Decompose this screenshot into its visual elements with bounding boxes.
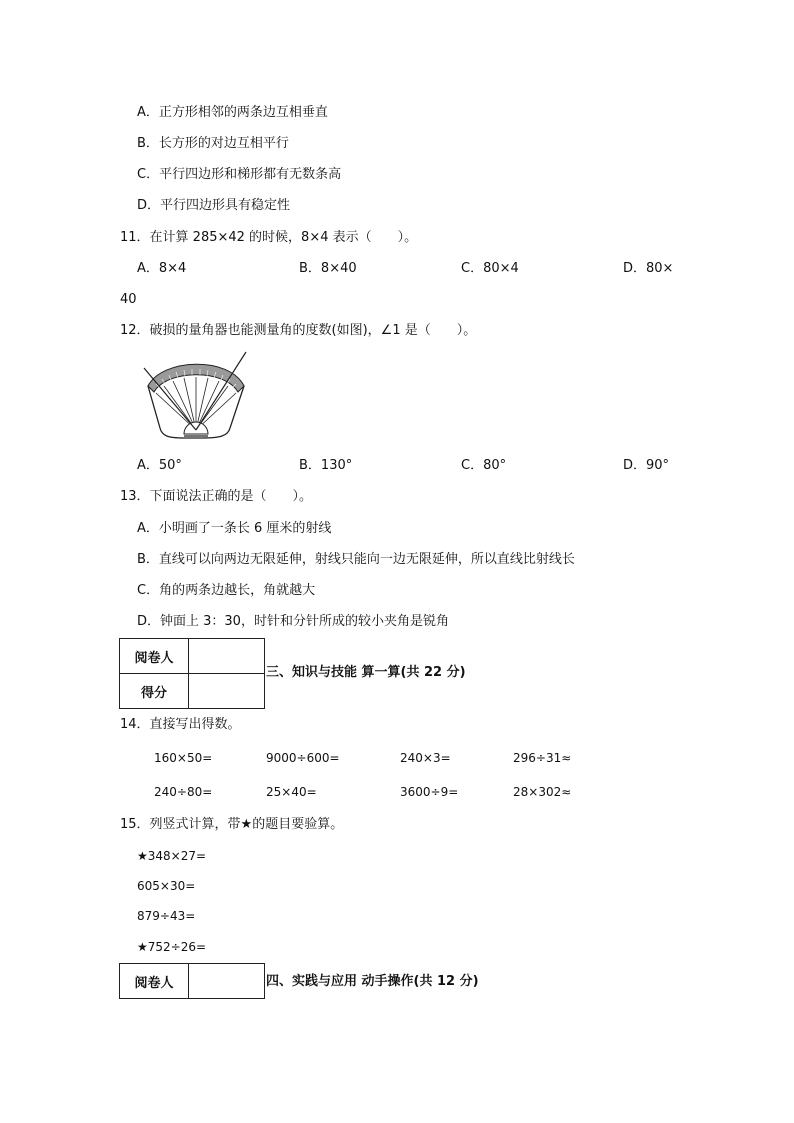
- broken-protractor-figure: [142, 348, 250, 444]
- reviewer-blank: [189, 964, 265, 999]
- q11-option-b: B．8×40: [299, 261, 357, 276]
- q12-option-a: A．50°: [137, 458, 182, 473]
- q12-stem: 12．破损的量角器也能测量角的度数(如图)，∠1 是（ ）。: [120, 323, 477, 338]
- reviewer-label: 阅卷人: [120, 964, 189, 999]
- q12-option-c: C．80°: [461, 458, 507, 473]
- score-box-section3: [119, 638, 265, 709]
- q11-option-a: A．8×4: [137, 261, 187, 276]
- q15-item: ★752÷26=: [137, 940, 207, 954]
- reviewer-label: 阅卷人: [120, 639, 189, 674]
- q15-stem: 15．列竖式计算，带★的题目要验算。: [120, 817, 344, 832]
- q14-item: 3600÷9=: [400, 785, 459, 799]
- score-box-section4: [119, 963, 265, 999]
- q11-stem: 11．在计算 285×42 的时候，8×4 表示（ ）。: [120, 230, 418, 245]
- q14-stem: 14．直接写出得数。: [120, 717, 241, 732]
- section3-heading: 三、知识与技能 算一算(共 22 分): [266, 665, 466, 680]
- q13-option-c: C．角的两条边越长，角就越大: [137, 583, 316, 598]
- q13-option-d: D．钟面上 3：30，时针和分针所成的较小夹角是锐角: [137, 614, 449, 629]
- q11-option-d: D．80×: [623, 261, 674, 276]
- q15-item: 879÷43=: [137, 909, 196, 923]
- q14-item: 240×3=: [400, 751, 451, 765]
- q10-option-c: C．平行四边形和梯形都有无数条高: [137, 167, 342, 182]
- q14-item: 9000÷600=: [266, 751, 340, 765]
- q10-option-a: A．正方形相邻的两条边互相垂直: [137, 105, 328, 120]
- q12-option-d: D．90°: [623, 458, 670, 473]
- q11-option-c: C．80×4: [461, 261, 519, 276]
- q13-option-b: B．直线可以向两边无限延伸，射线只能向一边无限延伸，所以直线比射线长: [137, 552, 575, 567]
- q13-stem: 13．下面说法正确的是（ ）。: [120, 489, 313, 504]
- q11-option-d-wrap: 40: [120, 292, 137, 307]
- q10-option-b: B．长方形的对边互相平行: [137, 136, 289, 151]
- q13-option-a: A．小明画了一条长 6 厘米的射线: [137, 521, 332, 536]
- q15-item: 605×30=: [137, 879, 196, 893]
- score-label: 得分: [120, 674, 189, 709]
- q14-item: 240÷80=: [154, 785, 213, 799]
- q14-item: 296÷31≈: [513, 751, 572, 765]
- q14-item: 160×50=: [154, 751, 213, 765]
- reviewer-blank: [189, 639, 265, 674]
- q14-item: 28×302≈: [513, 785, 572, 799]
- score-blank: [189, 674, 265, 709]
- q15-item: ★348×27=: [137, 849, 207, 863]
- section4-heading: 四、实践与应用 动手操作(共 12 分): [266, 974, 479, 989]
- q12-option-b: B．130°: [299, 458, 353, 473]
- q14-item: 25×40=: [266, 785, 317, 799]
- q10-option-d: D．平行四边形具有稳定性: [137, 198, 291, 213]
